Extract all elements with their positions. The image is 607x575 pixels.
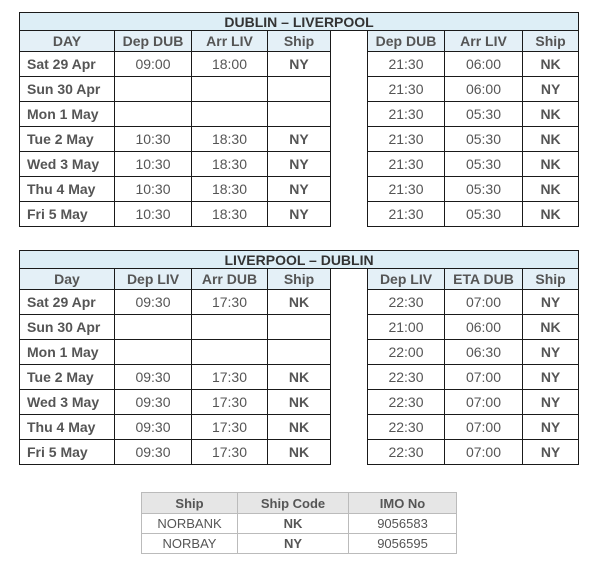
table-row [20, 102, 579, 127]
departure-evening-cell: 21:30 [368, 177, 445, 202]
ship-code-evening-cell: NY [523, 390, 579, 415]
arrival-cell: 18:30 [192, 177, 268, 202]
column-spacer [331, 152, 368, 177]
ship-legend-table [141, 492, 457, 554]
departure-evening-cell: 21:00 [368, 315, 445, 340]
departure-evening-cell: 21:30 [368, 127, 445, 152]
ship-code-cell [268, 77, 331, 102]
imo-number-cell: 9056583 [349, 514, 457, 534]
ship-code-cell: NK [268, 390, 331, 415]
ship-code-cell [268, 102, 331, 127]
table-row [20, 415, 579, 440]
day-cell: Fri 5 May [20, 440, 115, 465]
column-spacer [331, 365, 368, 390]
arrival-cell [192, 102, 268, 127]
column-spacer [331, 77, 368, 102]
ship-code-evening-cell: NK [523, 127, 579, 152]
liverpool-dublin-schedule-table [19, 250, 579, 465]
ship-code-evening-cell: NK [523, 202, 579, 227]
ship-code-evening-cell: NK [523, 52, 579, 77]
departure-evening-cell: 21:30 [368, 102, 445, 127]
ship-code-cell: NK [238, 514, 349, 534]
table-row [20, 177, 579, 202]
legend-header-ship-code: Ship Code [238, 493, 349, 514]
ship-code-evening-cell: NY [523, 290, 579, 315]
ship-code-cell: NY [238, 534, 349, 554]
column-spacer [331, 102, 368, 127]
arrival-evening-cell: 07:00 [445, 415, 523, 440]
arrival-cell: 17:30 [192, 390, 268, 415]
ship-code-evening-cell: NY [523, 340, 579, 365]
departure-cell: 09:30 [115, 365, 192, 390]
departure-evening-cell: 22:30 [368, 365, 445, 390]
column-spacer [331, 177, 368, 202]
ship-code-cell: NK [268, 365, 331, 390]
column-spacer [331, 52, 368, 77]
column-header-departure-evening: Dep DUB [368, 31, 445, 52]
arrival-cell: 17:30 [192, 290, 268, 315]
departure-cell: 09:00 [115, 52, 192, 77]
legend-header-ship: Ship [142, 493, 238, 514]
imo-number-cell: 9056595 [349, 534, 457, 554]
arrival-cell: 17:30 [192, 440, 268, 465]
arrival-evening-cell: 06:00 [445, 315, 523, 340]
day-cell: Mon 1 May [20, 340, 115, 365]
departure-cell: 10:30 [115, 152, 192, 177]
ship-code-cell: NY [268, 152, 331, 177]
arrival-evening-cell: 07:00 [445, 290, 523, 315]
legend-row [142, 514, 457, 534]
ship-code-cell: NK [268, 415, 331, 440]
table-row [20, 315, 579, 340]
day-cell: Sun 30 Apr [20, 315, 115, 340]
column-spacer [331, 31, 368, 52]
column-header-arrival: Arr LIV [192, 31, 268, 52]
departure-cell [115, 102, 192, 127]
ship-name-cell: NORBAY [142, 534, 238, 554]
table-title: LIVERPOOL – DUBLIN [20, 251, 579, 269]
column-header-departure: Dep DUB [115, 31, 192, 52]
day-cell: Tue 2 May [20, 127, 115, 152]
arrival-cell: 18:00 [192, 52, 268, 77]
arrival-evening-cell: 07:00 [445, 390, 523, 415]
day-cell: Sat 29 Apr [20, 290, 115, 315]
day-cell: Thu 4 May [20, 415, 115, 440]
departure-cell: 09:30 [115, 390, 192, 415]
table-row [20, 152, 579, 177]
departure-cell [115, 315, 192, 340]
arrival-evening-cell: 07:00 [445, 440, 523, 465]
departure-cell: 09:30 [115, 290, 192, 315]
day-cell: Wed 3 May [20, 152, 115, 177]
ship-code-cell: NY [268, 177, 331, 202]
column-header-ship: Ship [268, 269, 331, 290]
table-row [20, 290, 579, 315]
ship-code-cell: NY [268, 52, 331, 77]
ship-code-cell [268, 340, 331, 365]
departure-cell: 09:30 [115, 415, 192, 440]
day-cell: Tue 2 May [20, 365, 115, 390]
ship-name-cell: NORBANK [142, 514, 238, 534]
arrival-evening-cell: 06:00 [445, 77, 523, 102]
ship-code-evening-cell: NY [523, 365, 579, 390]
arrival-cell [192, 77, 268, 102]
departure-evening-cell: 21:30 [368, 52, 445, 77]
arrival-evening-cell: 06:30 [445, 340, 523, 365]
departure-evening-cell: 21:30 [368, 152, 445, 177]
column-spacer [331, 315, 368, 340]
departure-cell [115, 340, 192, 365]
column-spacer [331, 340, 368, 365]
departure-evening-cell: 22:30 [368, 440, 445, 465]
table-title: DUBLIN – LIVERPOOL [20, 13, 579, 31]
arrival-evening-cell: 05:30 [445, 127, 523, 152]
table-row [20, 340, 579, 365]
ship-code-evening-cell: NK [523, 102, 579, 127]
column-header-ship-evening: Ship [523, 31, 579, 52]
column-spacer [331, 440, 368, 465]
arrival-evening-cell: 06:00 [445, 52, 523, 77]
day-cell: Sun 30 Apr [20, 77, 115, 102]
column-spacer [331, 202, 368, 227]
departure-evening-cell: 22:30 [368, 415, 445, 440]
departure-cell [115, 77, 192, 102]
arrival-cell [192, 340, 268, 365]
ship-code-cell [268, 315, 331, 340]
column-spacer [331, 415, 368, 440]
legend-row [142, 534, 457, 554]
ship-code-cell: NY [268, 127, 331, 152]
arrival-evening-cell: 05:30 [445, 177, 523, 202]
day-cell: Wed 3 May [20, 390, 115, 415]
arrival-cell [192, 315, 268, 340]
table-row [20, 127, 579, 152]
departure-evening-cell: 22:30 [368, 290, 445, 315]
arrival-cell: 18:30 [192, 127, 268, 152]
column-header-ship-evening: Ship [523, 269, 579, 290]
departure-cell: 10:30 [115, 202, 192, 227]
table-row [20, 365, 579, 390]
table-row [20, 390, 579, 415]
departure-evening-cell: 21:30 [368, 202, 445, 227]
table-row [20, 52, 579, 77]
table-row [20, 202, 579, 227]
column-spacer [331, 290, 368, 315]
ship-code-evening-cell: NK [523, 152, 579, 177]
day-cell: Sat 29 Apr [20, 52, 115, 77]
table-row [20, 77, 579, 102]
arrival-cell: 17:30 [192, 365, 268, 390]
ship-code-evening-cell: NY [523, 415, 579, 440]
ship-code-cell: NK [268, 440, 331, 465]
day-cell: Fri 5 May [20, 202, 115, 227]
column-header-departure: Dep LIV [115, 269, 192, 290]
column-header-day: Day [20, 269, 115, 290]
departure-cell: 09:30 [115, 440, 192, 465]
column-header-arrival-evening: Arr LIV [445, 31, 523, 52]
day-cell: Thu 4 May [20, 177, 115, 202]
column-header-ship: Ship [268, 31, 331, 52]
day-cell: Mon 1 May [20, 102, 115, 127]
arrival-evening-cell: 05:30 [445, 102, 523, 127]
ship-code-evening-cell: NY [523, 77, 579, 102]
column-header-departure-evening: Dep LIV [368, 269, 445, 290]
ship-code-cell: NK [268, 290, 331, 315]
ship-code-cell: NY [268, 202, 331, 227]
ship-code-evening-cell: NK [523, 315, 579, 340]
table-row [20, 440, 579, 465]
departure-evening-cell: 22:30 [368, 390, 445, 415]
ship-code-evening-cell: NK [523, 177, 579, 202]
column-header-arrival-evening: ETA DUB [445, 269, 523, 290]
ship-code-evening-cell: NY [523, 440, 579, 465]
column-header-arrival: Arr DUB [192, 269, 268, 290]
arrival-cell: 17:30 [192, 415, 268, 440]
arrival-cell: 18:30 [192, 152, 268, 177]
legend-header-imo: IMO No [349, 493, 457, 514]
column-spacer [331, 269, 368, 290]
dublin-liverpool-schedule-table [19, 12, 579, 227]
departure-cell: 10:30 [115, 177, 192, 202]
departure-evening-cell: 21:30 [368, 77, 445, 102]
arrival-evening-cell: 05:30 [445, 152, 523, 177]
arrival-evening-cell: 07:00 [445, 365, 523, 390]
departure-evening-cell: 22:00 [368, 340, 445, 365]
departure-cell: 10:30 [115, 127, 192, 152]
arrival-cell: 18:30 [192, 202, 268, 227]
column-spacer [331, 390, 368, 415]
arrival-evening-cell: 05:30 [445, 202, 523, 227]
column-spacer [331, 127, 368, 152]
column-header-day: DAY [20, 31, 115, 52]
